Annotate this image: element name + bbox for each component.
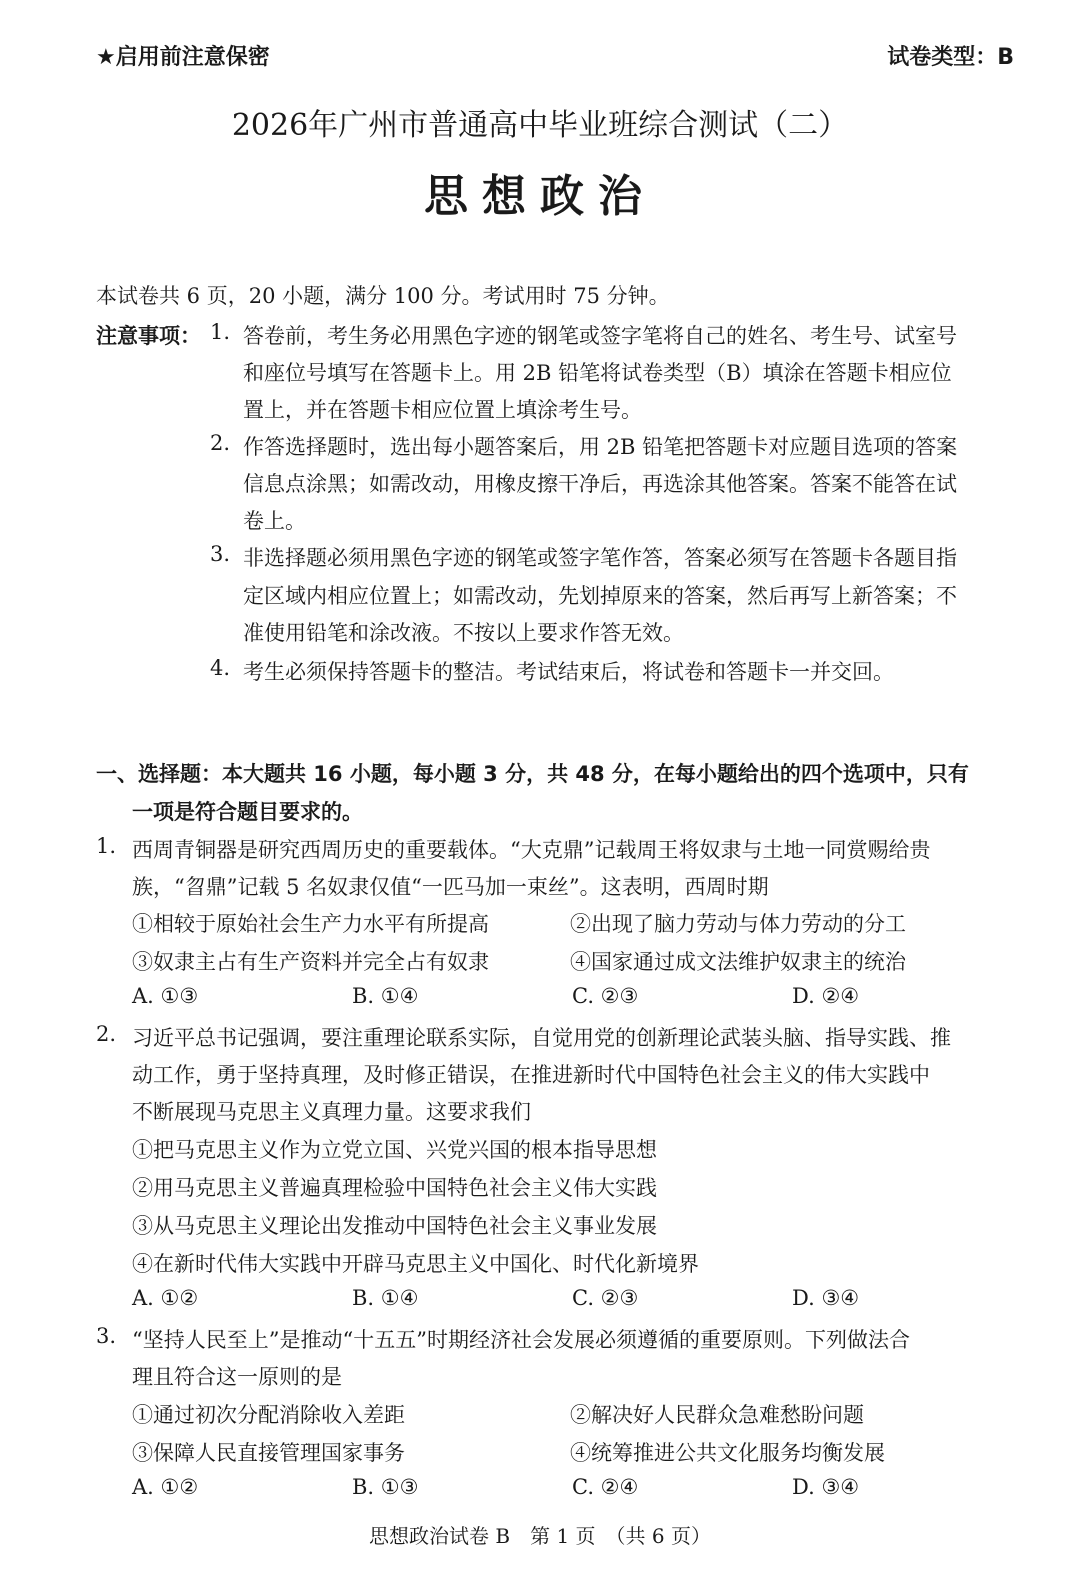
answer-option: B. ①④: [352, 1286, 419, 1310]
notice-item-line: 答卷前，考生务必用黑色字迹的钢笔或签字笔将自己的姓名、考生号、试室号: [243, 324, 957, 348]
statement: ④国家通过成文法维护奴隶主的统治: [570, 950, 906, 974]
statement: ①通过初次分配消除收入差距: [132, 1403, 405, 1427]
question-stem: “坚持人民至上”是推动“十五五”时期经济社会发展必须遵循的重要原则。下列做法合: [132, 1328, 910, 1352]
page-footer: 思想政治试卷 B 第 1 页 （共 6 页）: [369, 1524, 711, 1548]
statement: ③保障人民直接管理国家事务: [132, 1441, 405, 1465]
statement: ①把马克思主义作为立党立国、兴党兴国的根本指导思想: [132, 1138, 657, 1162]
question-number: 1.: [96, 834, 117, 858]
answer-option: B. ①④: [352, 984, 419, 1008]
question-stem: 习近平总书记强调，要注重理论联系实际，自觉用党的创新理论武装头脑、指导实践、推: [132, 1026, 951, 1050]
statement: ④在新时代伟大实践中开辟马克思主义中国化、时代化新境界: [132, 1252, 699, 1276]
notice-item-line: 准使用铅笔和涂改液。不按以上要求作答无效。: [243, 621, 684, 645]
notice-item-line: 和座位号填写在答题卡上。用 2B 铅笔将试卷类型（B）填涂在答题卡相应位: [243, 361, 952, 385]
question-number: 2.: [96, 1022, 117, 1046]
question-stem: 理且符合这一原则的是: [132, 1365, 342, 1389]
answer-option: D. ③④: [792, 1286, 860, 1310]
answer-option: C. ②③: [572, 1286, 639, 1310]
notice-item-num: 1.: [210, 320, 231, 344]
notice-item-num: 3.: [210, 542, 231, 566]
section-heading: 一、选择题：本大题共 16 小题，每小题 3 分，共 48 分，在每小题给出的四个选项中，只有: [96, 762, 969, 786]
notice-item-line: 作答选择题时，选出每小题答案后，用 2B 铅笔把答题卡对应题目选项的答案: [243, 435, 958, 459]
question-stem: 西周青铜器是研究西周历史的重要载体。“大克鼎”记载周王将奴隶与土地一同赏赐给贵: [132, 838, 931, 862]
notice-item-line: 置上，并在答题卡相应位置上填涂考生号。: [243, 398, 642, 422]
notice-item-num: 2.: [210, 431, 231, 455]
question-stem: 动工作，勇于坚持真理，及时修正错误，在推进新时代中国特色社会主义的伟大实践中: [132, 1063, 930, 1087]
statement: ①相较于原始社会生产力水平有所提高: [132, 912, 489, 936]
question-number: 3.: [96, 1324, 117, 1348]
statement: ④统筹推进公共文化服务均衡发展: [570, 1441, 885, 1465]
answer-option: C. ②④: [572, 1475, 639, 1499]
statement: ②出现了脑力劳动与体力劳动的分工: [570, 912, 906, 936]
paper-type-label: 试卷类型：B: [887, 45, 1014, 70]
notice-item-line: 信息点涂黑；如需改动，用橡皮擦干净后，再选涂其他答案。答案不能答在试: [243, 472, 957, 496]
exam-title: 2026年广州市普通高中毕业班综合测试（二）: [231, 108, 849, 143]
answer-option: A. ①②: [132, 1475, 199, 1499]
question-stem: 不断展现马克思主义真理力量。这要求我们: [132, 1100, 531, 1124]
notice-label: 注意事项：: [96, 324, 201, 348]
notice-item-num: 4.: [210, 656, 231, 680]
confidential-label: ★启用前注意保密: [96, 45, 270, 70]
answer-option: D. ②④: [792, 984, 860, 1008]
answer-option: B. ①③: [352, 1475, 419, 1499]
statement: ②用马克思主义普遍真理检验中国特色社会主义伟大实践: [132, 1176, 657, 1200]
notice-item-line: 定区域内相应位置上；如需改动，先划掉原来的答案，然后再写上新答案；不: [243, 584, 957, 608]
intro-text: 本试卷共 6 页，20 小题，满分 100 分。考试用时 75 分钟。: [96, 284, 670, 308]
statement: ③奴隶主占有生产资料并完全占有奴隶: [132, 950, 489, 974]
subject-title: 思想政治: [424, 171, 656, 222]
notice-item-line: 卷上。: [243, 509, 306, 533]
question-stem: 族，“曶鼎”记载 5 名奴隶仅值“一匹马加一束丝”。这表明，西周时期: [132, 875, 769, 899]
answer-option: D. ③④: [792, 1475, 860, 1499]
statement: ③从马克思主义理论出发推动中国特色社会主义事业发展: [132, 1214, 657, 1238]
answer-option: C. ②③: [572, 984, 639, 1008]
section-heading-cont: 一项是符合题目要求的。: [132, 800, 363, 824]
statement: ②解决好人民群众急难愁盼问题: [570, 1403, 864, 1427]
answer-option: A. ①③: [132, 984, 199, 1008]
answer-option: A. ①②: [132, 1286, 199, 1310]
notice-item-line: 考生必须保持答题卡的整洁。考试结束后，将试卷和答题卡一并交回。: [243, 660, 894, 684]
notice-item-line: 非选择题必须用黑色字迹的钢笔或签字笔作答，答案必须写在答题卡各题目指: [243, 546, 957, 570]
